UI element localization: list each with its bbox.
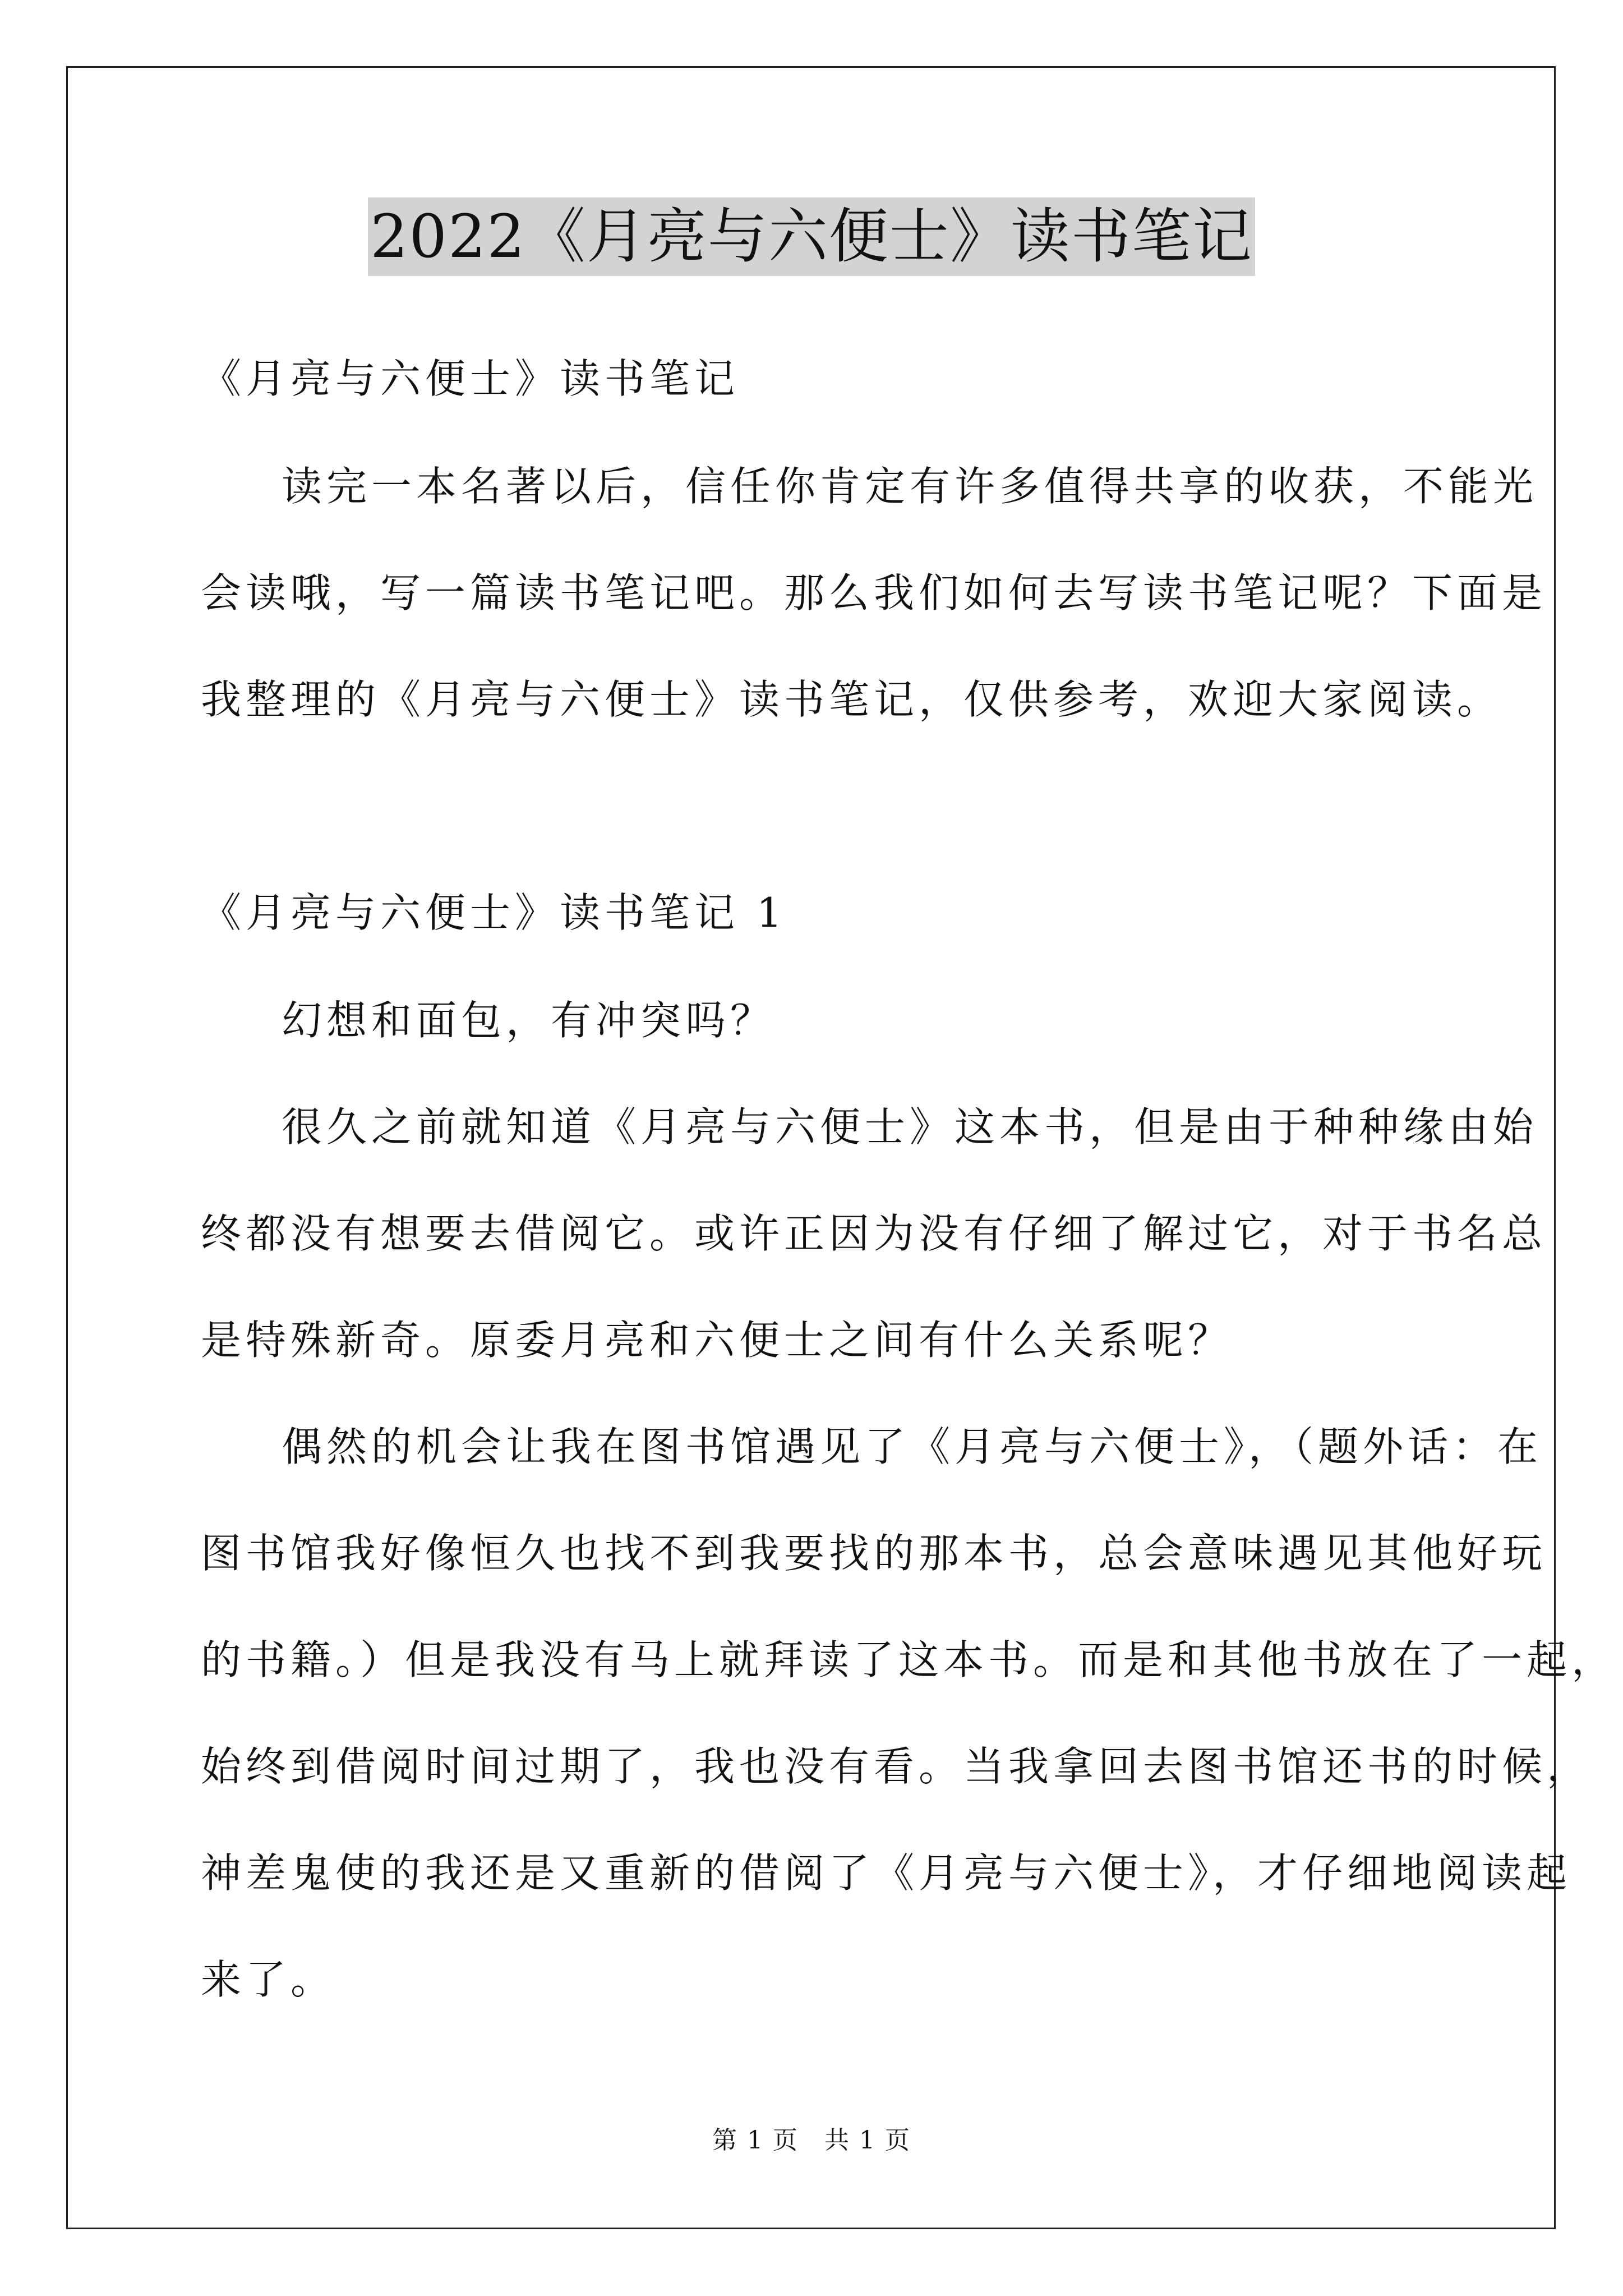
para2-line-5: 神差鬼使的我还是又重新的借阅了《月亮与六便士》，才仔细地阅读起 [201,1849,1572,1897]
para2-line-1: 偶然的机会让我在图书馆遇见了《月亮与六便士》，（题外话：在 [282,1423,1543,1470]
section-question: 幻想和面包，有冲突吗？ [282,997,776,1044]
para2-line-2: 图书馆我好像恒久也找不到我要找的那本书，总会意味遇见其他好玩 [201,1530,1547,1577]
para2-line-3: 的书籍。）但是我没有马上就拜读了这本书。而是和其他书放在了一起， [201,1636,1617,1683]
intro-line-3: 我整理的《月亮与六便士》读书笔记，仅供参考，欢迎大家阅读。 [201,676,1502,723]
intro-line-1: 读完一本名著以后，信任你肯定有许多值得共享的收获，不能光 [282,463,1538,510]
document-title: 2022《月亮与六便士》读书笔记 [368,197,1255,276]
para1-line-2: 终都没有想要去借阅它。或许正因为没有仔细了解过它，对于书名总 [201,1210,1547,1257]
page-footer: 第 1 页 共 1 页 [712,2126,911,2155]
section-heading: 《月亮与六便士》读书笔记 1 [201,889,787,936]
para2-line-6: 来了。 [201,1956,336,2003]
title-wrap [0,197,1623,276]
document-subtitle: 《月亮与六便士》读书笔记 [201,355,740,402]
para1-line-1: 很久之前就知道《月亮与六便士》这本书，但是由于种种缘由始 [282,1103,1538,1151]
para1-line-3: 是特殊新奇。原委月亮和六便士之间有什么关系呢？ [201,1317,1233,1364]
para2-line-4: 始终到借阅时间过期了，我也没有看。当我拿回去图书馆还书的时候， [201,1743,1592,1790]
intro-line-2: 会读哦，写一篇读书笔记吧。那么我们如何去写读书笔记呢？下面是 [201,569,1547,616]
